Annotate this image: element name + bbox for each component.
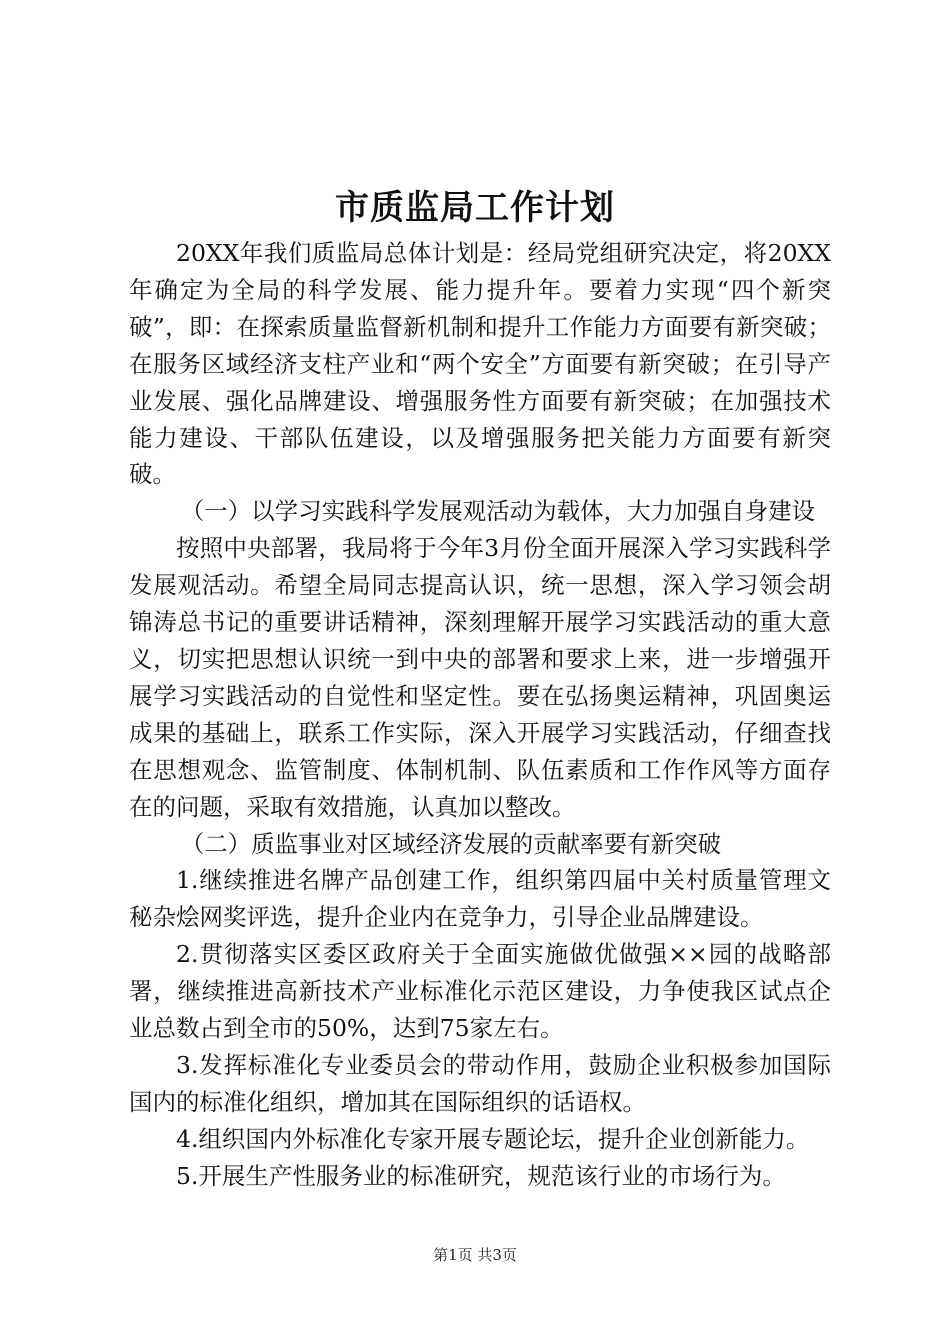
document-title: 市质监局工作计划 — [335, 188, 615, 228]
section-heading-2: （二）质监事业对区域经济发展的贡献率要有新突破 — [180, 829, 722, 858]
list-item-1: 1.继续推进名牌产品创建工作，组织第四届中关村质量管理文秘杂烩网奖评选，提升企业内在竞争力，引导企业品牌建设。 — [129, 866, 831, 932]
document-body — [129, 235, 831, 1195]
section-1-paragraph: 按照中央部署，我局将于今年3月份全面开展深入学习实践科学发展观活动。希望全局同志提高认识，统一思想，深入学习领会胡锦涛总书记的重要讲话精神，深刻理解开展学习实践活动的重大意义，切实把思想认识统一到中央的部署和要求上来，进一步增强开展学习实践活动的自觉性和坚定性。要在弘扬奥运精神，巩固奥运成果的基础上，联系工作实际，深入开展学习实践活动，仔细查找在思想观念、监管制度、体制机制、队伍素质和工作作风等方面存在的问题，采取有效措施，认真加以整改。 — [129, 534, 831, 821]
section-heading-1: （一）以学习实践科学发展观活动为载体，大力加强自身建设 — [180, 497, 816, 526]
list-item-2: 2.贯彻落实区委区政府关于全面实施做优做强××园的战略部署，继续推进高新技术产业标准化示范区建设，力争使我区试点企业总数占到全市的50%，达到75家左右。 — [129, 940, 831, 1043]
intro-paragraph: 20XX年我们质监局总体计划是：经局党组研究决定，将20XX年确定为全局的科学发展、能力提升年。要着力实现“四个新突破”，即：在探索质量监督新机制和提升工作能力方面要有新突破；在服务区域经济支柱产业和“两个安全”方面要有新突破；在引导产业发展、强化品牌建设、增强服务性方面要有新突破；在加强技术能力建设、干部队伍建设，以及增强服务把关能力方面要有新突破。 — [129, 239, 831, 489]
list-item-4: 4.组织国内外标准化专家开展专题论坛，提升企业创新能力。 — [176, 1124, 810, 1153]
list-item-5: 5.开展生产性服务业的标准研究，规范该行业的市场行为。 — [176, 1161, 786, 1190]
page-number-footer: 第1页 共3页 — [433, 1246, 517, 1264]
list-item-3: 3.发挥标准化专业委员会的带动作用，鼓励企业积极参加国际国内的标准化组织，增加其在国际组织的话语权。 — [129, 1050, 831, 1116]
